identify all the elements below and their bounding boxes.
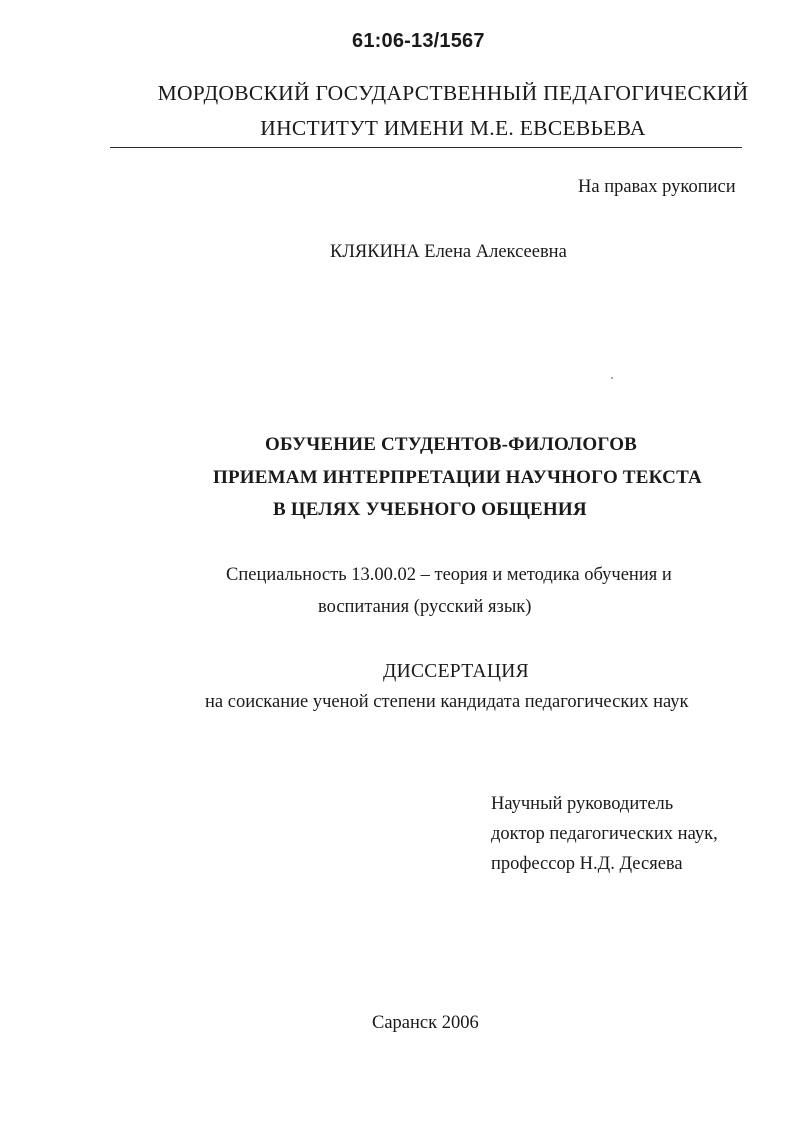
specialty-line-2: воспитания (русский язык) [318,597,532,617]
supervisor-name: профессор Н.Д. Десяева [491,854,683,874]
institution-name [0,76,793,146]
dissertation-title-line-1: ОБУЧЕНИЕ СТУДЕНТОВ-ФИЛОЛОГОВ [265,434,638,455]
institution-line-1: МОРДОВСКИЙ ГОСУДАРСТВЕННЫЙ ПЕДАГОГИЧЕСКИЙ [157,81,749,105]
dissertation-title-line-3: В ЦЕЛЯХ УЧЕБНОГО ОБЩЕНИЯ [273,499,587,520]
place-year: Саранск 2006 [372,1013,479,1033]
supervisor-role: Научный руководитель [491,794,674,814]
author-name: КЛЯКИНА Елена Алексеевна [330,242,567,262]
supervisor-credentials: доктор педагогических наук, [491,824,718,844]
degree-statement: на соискание ученой степени кандидата педагогических наук [205,692,689,712]
manuscript-rights-note: На правах рукописи [578,177,736,197]
document-type: ДИССЕРТАЦИЯ [383,661,529,682]
supervisor-block [491,789,718,879]
scan-speck [611,377,613,379]
catalog-number: 61:06-13/1567 [352,30,485,52]
header-divider [110,147,742,148]
dissertation-title-line-2: ПРИЕМАМ ИНТЕРПРЕТАЦИИ НАУЧНОГО ТЕКСТА [213,467,702,488]
specialty-line-1: Специальность 13.00.02 – теория и методика обучения и [226,565,672,585]
institution-line-2: ИНСТИТУТ ИМЕНИ М.Е. ЕВСЕВЬЕВА [260,116,646,140]
